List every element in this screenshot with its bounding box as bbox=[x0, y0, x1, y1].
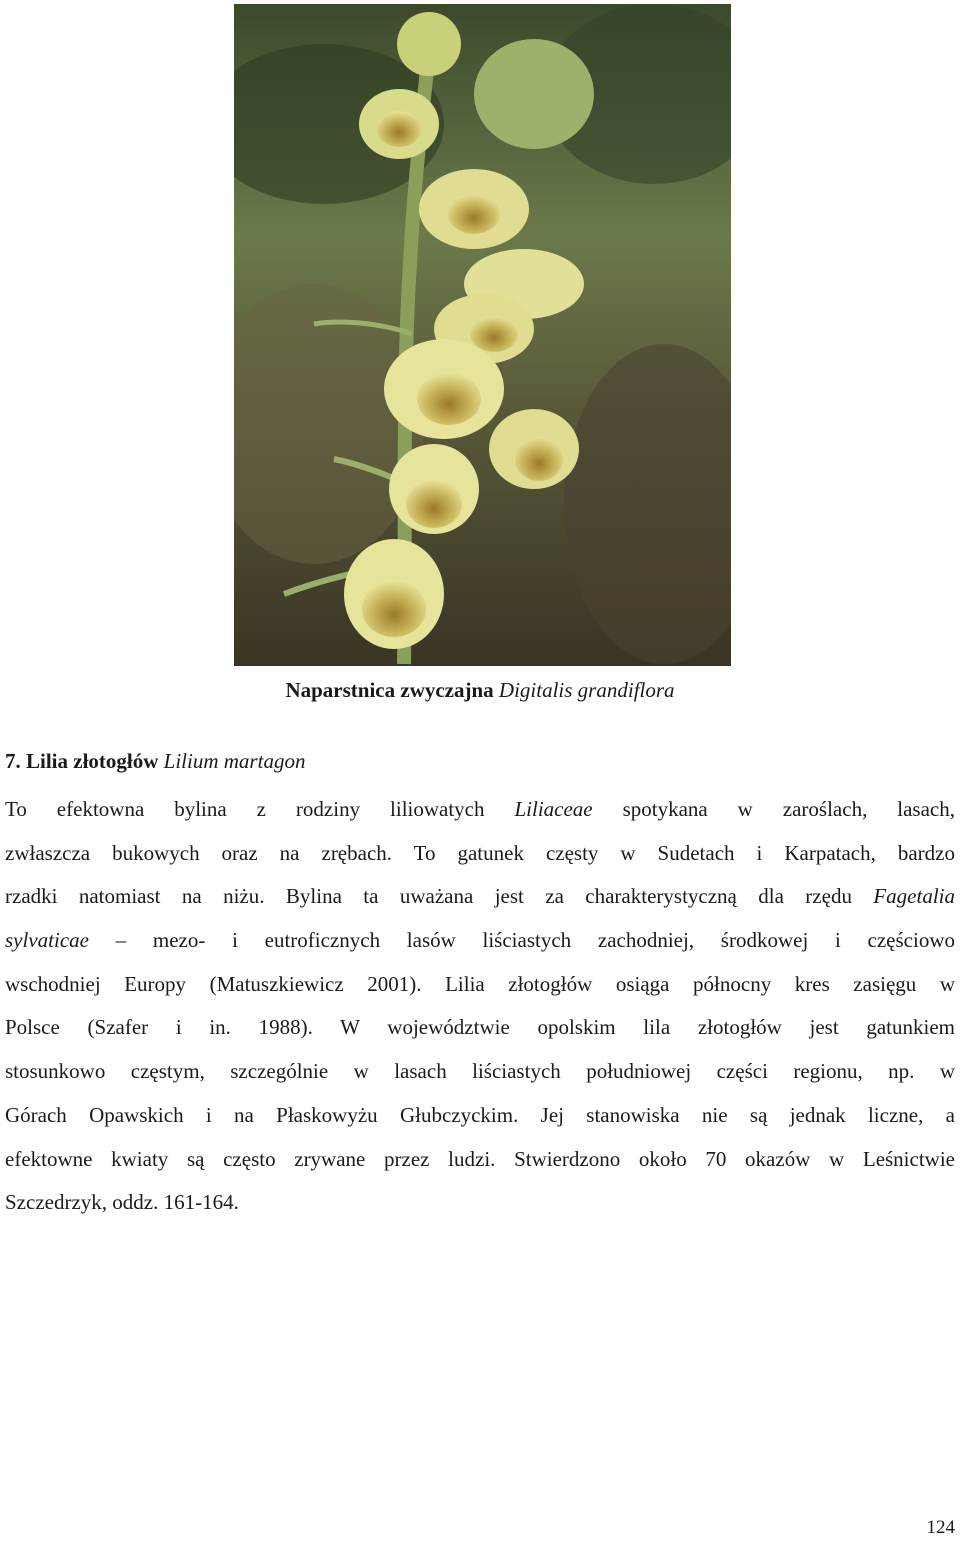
paragraph-line bbox=[5, 919, 955, 963]
paragraph-line: zwłaszcza bukowych oraz na zrębach. To gatunek częsty w Sudetach i Karpatach, bardzo bbox=[5, 840, 955, 865]
paragraph-line bbox=[5, 788, 955, 832]
body-paragraph bbox=[5, 788, 955, 1225]
paragraph-line: efektowne kwiaty są często zrywane przez ludzi. Stwierdzono około 70 okazów w Leśnictwie bbox=[5, 1146, 955, 1171]
paragraph-line: Polsce (Szafer i in. 1988). W województwie opolskim lila złotogłów jest gatunkiem bbox=[5, 1015, 955, 1040]
latin-term: Fagetalia bbox=[873, 884, 955, 909]
paragraph-line: stosunkowo częstym, szczególnie w lasach liściastych południowej części regionu, np. w bbox=[5, 1059, 955, 1084]
page-number: 124 bbox=[926, 1517, 955, 1538]
foxglove-illustration bbox=[234, 4, 731, 666]
text-run: – mezo- i eutroficznych lasów liściastych zachodniej, środkowej i częściowo bbox=[88, 928, 955, 953]
paragraph-line: Szczedrzyk, oddz. 161-164. bbox=[5, 1190, 239, 1215]
caption-common-name: Naparstnica zwyczajna bbox=[285, 678, 494, 702]
text-run: spotykana w zaroślach, lasach, bbox=[592, 797, 955, 821]
latin-term: Liliaceae bbox=[514, 797, 593, 821]
text-run: To efektowna bylina z rodziny liliowatych bbox=[5, 797, 515, 821]
paragraph-line: wschodniej Europy (Matuszkiewicz 2001). Lilia złotogłów osiąga północny kres zasięgu w bbox=[5, 971, 955, 996]
section-heading-name: 7. Lilia złotogłów bbox=[5, 749, 159, 773]
caption-latin-name: Digitalis grandiflora bbox=[498, 678, 675, 702]
section-heading bbox=[5, 747, 305, 775]
foxglove-photo bbox=[234, 4, 731, 666]
text-run: rzadki natomiast na niżu. Bylina ta uważana jest za charakterystyczną dla rzędu bbox=[5, 884, 874, 909]
photo-caption bbox=[0, 676, 960, 704]
section-heading-latin: Lilium martagon bbox=[163, 749, 306, 773]
paragraph-line bbox=[5, 875, 955, 919]
latin-term: sylvaticae bbox=[5, 928, 89, 953]
paragraph-line: Górach Opawskich i na Płaskowyżu Głubczyckim. Jej stanowiska nie są jednak liczne, a bbox=[5, 1102, 955, 1127]
